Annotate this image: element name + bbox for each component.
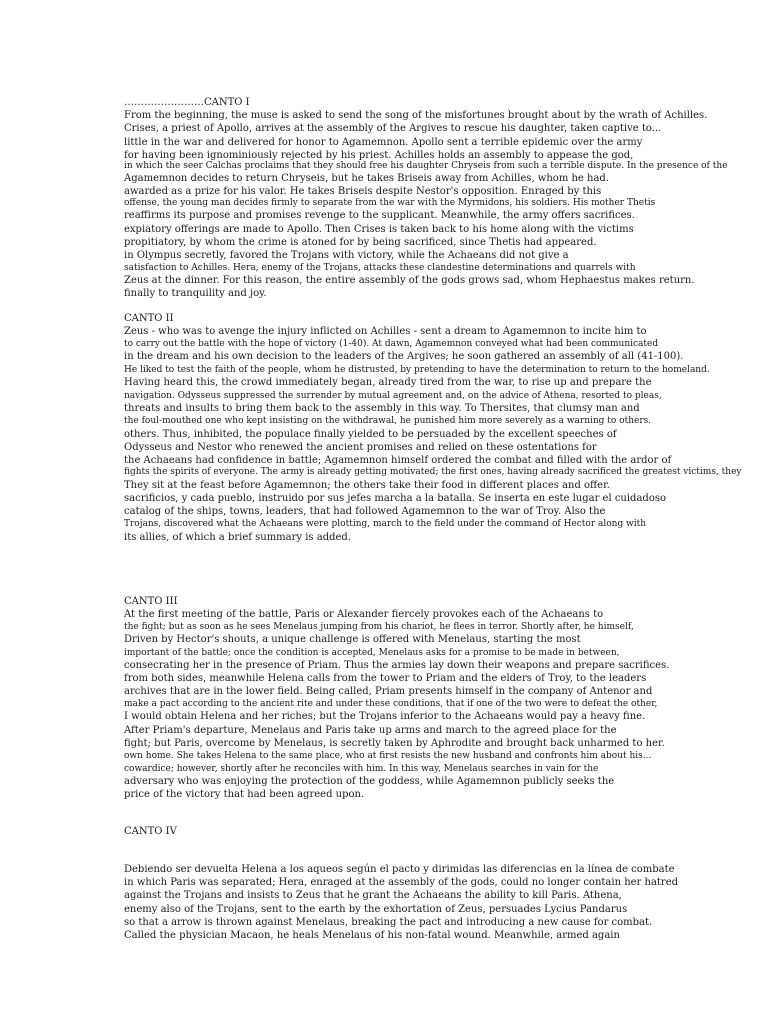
canto-3-line: I would obtain Helena and her riches; but the Trojans inferior to the Achaeans would pay a heavy fine. (124, 711, 646, 722)
canto-4-heading: CANTO IV (124, 826, 177, 837)
canto-3-line: important of the battle; once the condition is accepted, Menelaus asks for a promise to be made in between, (124, 648, 620, 658)
canto-3-line: After Priam's departure, Menelaus and Paris take up arms and march to the agreed place for the (124, 725, 617, 736)
canto-3-line: cowardice; however, shortly after he reconciles with him. In this way, Menelaus searches in vain for the (124, 764, 599, 774)
canto-3-line: price of the victory that had been agreed upon. (124, 789, 365, 800)
canto-3-line: Driven by Hector's shouts, a unique challenge is offered with Menelaus, starting the most (124, 634, 581, 645)
canto-2-heading: CANTO II (124, 313, 174, 324)
canto-1-line: little in the war and delivered for honor to Agamemnon. Apollo sent a terrible epidemic over the army (124, 137, 643, 148)
canto-1-line: From the beginning, the muse is asked to send the song of the misfortunes brought about by the wrath of Achilles. (124, 110, 708, 121)
canto-4-line: Called the physician Macaon, he heals Menelaus of his non-fatal wound. Meanwhile, armed again (124, 930, 620, 941)
canto-4-line: enemy also of the Trojans, sent to the earth by the exhortation of Zeus, persuades Lycius Pandarus (124, 904, 628, 915)
canto-1-line: awarded as a prize for his valor. He takes Briseis despite Nestor's opposition. Enraged by this (124, 186, 602, 197)
canto-1-line: offense, the young man decides firmly to separate from the war with the Myrmidons, his soldiers. His mother Thetis (124, 198, 656, 208)
canto-3-line: At the first meeting of the battle, Paris or Alexander fiercely provokes each of the Achaeans to (124, 609, 604, 620)
canto-4-line: so that a arrow is thrown against Menelaus, breaking the pact and introducing a new cause for combat. (124, 917, 653, 928)
canto-1-line: satisfaction to Achilles. Hera, enemy of the Trojans, attacks these clandestine determinations and quarrels with (124, 263, 636, 273)
canto-4-line: Debiendo ser devuelta Helena a los aqueos según el pacto y dirimidas las diferencias en la línea de combate (124, 864, 675, 875)
canto-1-line: Agamemnon decides to return Chryseis, but he takes Briseis away from Achilles, whom he had. (124, 173, 609, 184)
canto-1-line: Zeus at the dinner. For this reason, the entire assembly of the gods grows sad, whom Hephaestus makes return. (124, 275, 695, 286)
canto-2-line: catalog of the ships, towns, leaders, that had followed Agamemnon to the war of Troy. Also the (124, 506, 606, 517)
canto-3-line: fight; but Paris, overcome by Menelaus, is secretly taken by Aphrodite and brought back unharmed to her. (124, 738, 665, 749)
canto-1-line: in which the seer Calchas proclaims that they should free his daughter Chryseis from such a terrible dispute. In the presence of the (124, 161, 728, 171)
canto-2-line: Having heard this, the crowd immediately began, already tired from the war, to rise up and prepare the (124, 377, 652, 388)
canto-3-heading: CANTO III (124, 596, 178, 607)
canto-4-line: in which Paris was separated; Hera, enraged at the assembly of the gods, could no longer contain her hatred (124, 877, 679, 888)
canto-2-line: Zeus - who was to avenge the injury inflicted on Achilles - sent a dream to Agamemnon to incite him to (124, 326, 647, 337)
canto-1-line: in Olympus secretly, favored the Trojans with victory, while the Achaeans did not give a (124, 250, 569, 261)
canto-3-line: own home. She takes Helena to the same place, who at first resists the new husband and confronts him about his... (124, 751, 652, 761)
canto-2-line: threats and insults to bring them back to the assembly in this way. To Thersites, that clumsy man and (124, 403, 640, 414)
canto-2-line: He liked to test the faith of the people, whom he distrusted, by pretending to have the determination to return to the homeland. (124, 365, 710, 375)
canto-2-line: the foul-mouthed one who kept insisting on the withdrawal, he punished him more severely as a warning to others. (124, 416, 652, 426)
canto-2-line: Odysseus and Nestor who renewed the ancient promises and relied on these ostentations for (124, 442, 597, 453)
canto-3-line: consecrating her in the presence of Priam. Thus the armies lay down their weapons and prepare sacrifices. (124, 660, 670, 671)
canto-1-line: reaffirms its purpose and promises revenge to the supplicant. Meanwhile, the army offers sacrifices. (124, 210, 635, 221)
canto-1-line: finally to tranquility and joy. (124, 288, 267, 299)
canto-3-line: make a pact according to the ancient rite and under these conditions, that if one of the two were to defeat the other, (124, 699, 658, 709)
canto-1-heading: ……………………CANTO I (124, 97, 250, 108)
canto-3-line: archives that are in the lower field. Being called, Priam presents himself in the company of Antenor and (124, 686, 653, 697)
canto-3-line: the fight; but as soon as he sees Menelaus jumping from his chariot, he flees in terror. Shortly after, he himself, (124, 622, 634, 632)
canto-1-line: for having been ignominiously rejected by his priest. Achilles holds an assembly to appease the god, (124, 150, 634, 161)
canto-2-line: the Achaeans had confidence in battle; Agamemnon himself ordered the combat and filled with the ardor of (124, 455, 672, 466)
canto-2-line: to carry out the battle with the hope of victory (1-40). At dawn, Agamemnon conveyed what had been communicated (124, 339, 659, 349)
canto-4-line: against the Trojans and insists to Zeus that he grant the Achaeans the ability to kill Paris. Athena, (124, 890, 622, 901)
canto-2-line: others. Thus, inhibited, the populace finally yielded to be persuaded by the excellent speeches of (124, 429, 617, 440)
canto-2-line: fights the spirits of everyone. The army is already getting motivated; the first ones, having already sacrificed the greatest victims, they (124, 467, 742, 477)
canto-2-line: Trojans, discovered what the Achaeans were plotting, march to the field under the command of Hector along with (124, 519, 647, 529)
canto-1-line: propitiatory, by whom the crime is atoned for by being sacrificed, since Thetis had appeared. (124, 237, 597, 248)
canto-2-line: sacrificios, y cada pueblo, instruido por sus jefes marcha a la batalla. Se inserta en este lugar el cuidadoso (124, 493, 666, 504)
canto-3-line: from both sides, meanwhile Helena calls from the tower to Priam and the elders of Troy, to the leaders (124, 673, 647, 684)
canto-2-line: navigation. Odysseus suppressed the surrender by mutual agreement and, on the advice of Athena, resorted to pleas, (124, 391, 662, 401)
canto-1-line: Crises, a priest of Apollo, arrives at the assembly of the Argives to rescue his daughter, taken captive to... (124, 123, 662, 134)
canto-2-line: in the dream and his own decision to the leaders of the Argives; he soon gathered an assembly of all (41-100). (124, 351, 684, 362)
canto-2-line: They sit at the feast before Agamemnon; the others take their food in different places and offer. (124, 480, 610, 491)
canto-1-line: expiatory offerings are made to Apollo. Then Crises is taken back to his home along with the victims (124, 224, 634, 235)
canto-2-line: its allies, of which a brief summary is added. (124, 532, 352, 543)
canto-3-line: adversary who was enjoying the protection of the goddess, while Agamemnon publicly seeks the (124, 776, 615, 787)
